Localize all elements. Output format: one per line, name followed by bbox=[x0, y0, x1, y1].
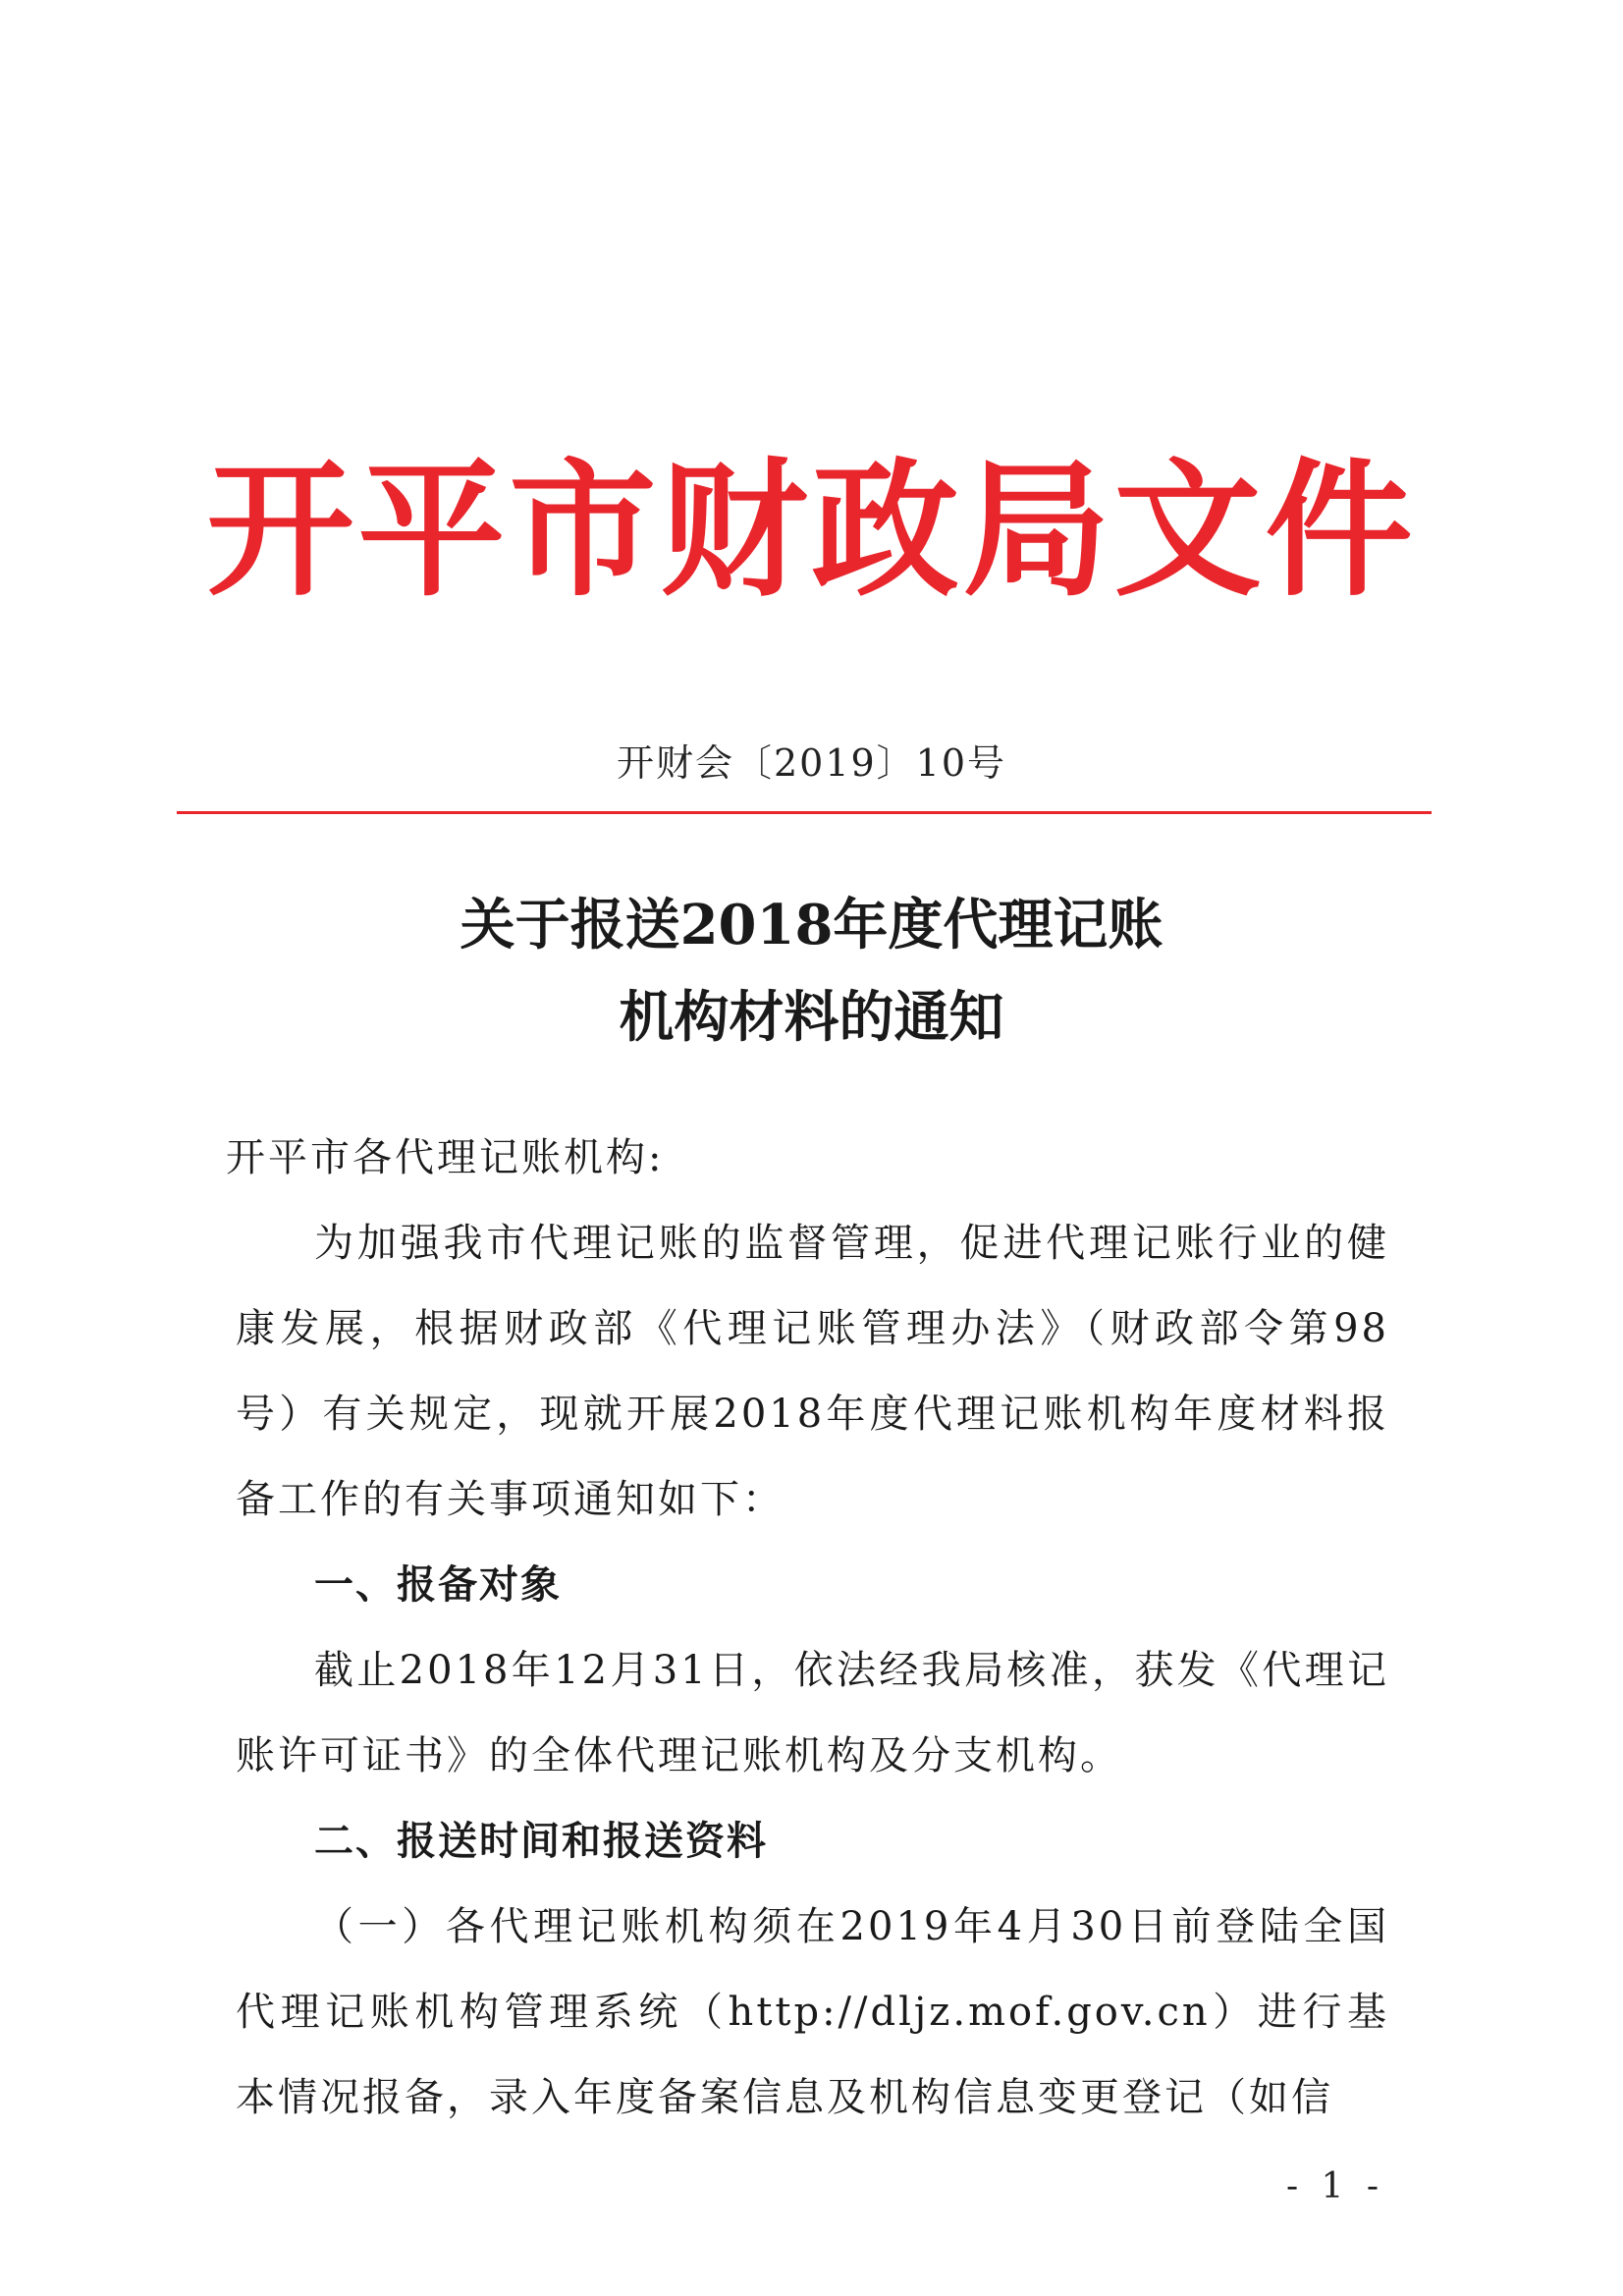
notice-title-line-2: 机构材料的通知 bbox=[619, 985, 1004, 1050]
section-2-heading: 二、报送时间和报送资料 bbox=[314, 1819, 768, 1864]
notice-title-line-1: 关于报送2018年度代理记账 bbox=[460, 893, 1163, 957]
salutation: 开平市各代理记账机构: bbox=[226, 1135, 665, 1180]
document-number: 开财会〔2019〕10号 bbox=[616, 741, 1007, 785]
section-1-paragraph: 截止2018年12月31日，依法经我局核准，获发《代理记账许可证书》的全体代理记账机构及分支机构。 bbox=[236, 1648, 1389, 1778]
page-number: - 1 - bbox=[1285, 2166, 1385, 2207]
notice-body bbox=[226, 1116, 1389, 2141]
section-2-paragraph: （一）各代理记账机构须在2019年4月30日前登陆全国代理记账机构管理系统（http://dljz.mof.gov.cn）进行基本情况报备，录入年度备案信息及机构信息变更登记（如信 bbox=[236, 1904, 1389, 2120]
section-1-heading: 一、报备对象 bbox=[314, 1562, 562, 1608]
document-header-title: 开平市财政局文件 bbox=[206, 444, 1417, 617]
red-divider-line bbox=[177, 811, 1432, 814]
notice-title bbox=[0, 879, 1623, 1064]
intro-paragraph: 为加强我市代理记账的监督管理，促进代理记账行业的健康发展，根据财政部《代理记账管理办法》（财政部令第98号）有关规定，现就开展2018年度代理记账机构年度材料报备工作的有关事项通知如下： bbox=[236, 1221, 1389, 1522]
